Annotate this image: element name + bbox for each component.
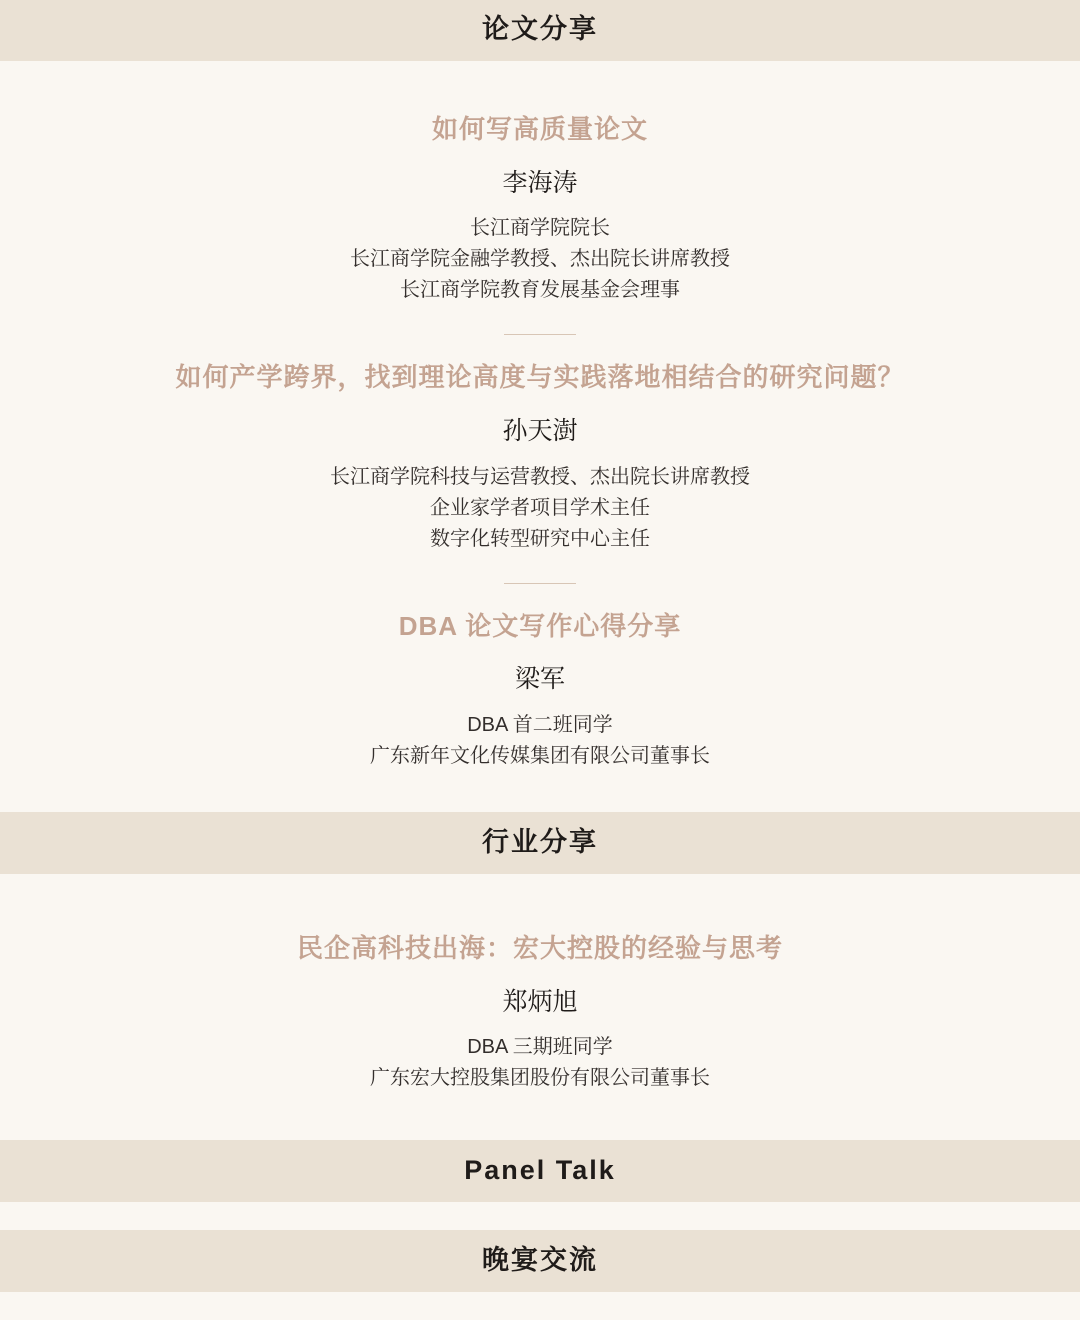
talk-affiliations (40, 462, 1040, 555)
talk-affiliations (40, 1032, 1040, 1094)
talk-affiliation-line: 长江商学院院长 (470, 217, 610, 240)
talk-speaker: 梁军 (514, 665, 565, 694)
talk-affiliation-line: 广东新年文化传媒集团有限公司董事长 (370, 744, 710, 767)
talk-affiliation-line: 长江商学院金融学教授、杰出院长讲席教授 (350, 248, 730, 271)
talk-affiliation-line: 长江商学院科技与运营教授、杰出院长讲席教授 (330, 465, 750, 488)
talk-affiliation-line: DBA 三期班同学 (467, 1036, 613, 1059)
talk-speaker: 郑炳旭 (502, 987, 578, 1016)
talk-item (40, 932, 1040, 1094)
talk-affiliations (40, 710, 1040, 772)
talk-affiliation-line: DBA 首二班同学 (467, 713, 613, 736)
talk-title: 如何写高质量论文 (431, 114, 648, 144)
section-body-dinner (0, 1292, 1080, 1320)
talk-speaker: 孙天澍 (502, 417, 578, 446)
talk-speaker: 李海涛 (502, 168, 578, 197)
section-header-paper-sharing: 论文分享 (0, 0, 1080, 61)
talk-item (40, 610, 1040, 772)
talk-title: 如何产学跨界，找到理论高度与实践落地相结合的研究问题？ (175, 362, 905, 393)
talk-affiliations (40, 213, 1040, 306)
talk-affiliation-line: 广东宏大控股集团股份有限公司董事长 (370, 1067, 710, 1090)
talk-title: 民企高科技出海：宏大控股的经验与思考 (296, 932, 783, 963)
talk-affiliation-line: 数字化转型研究中心主任 (430, 527, 650, 550)
talk-affiliation-line: 企业家学者项目学术主任 (430, 496, 650, 519)
section-header-dinner: 晚宴交流 (0, 1230, 1080, 1292)
talk-title: DBA 论文写作心得分享 (398, 610, 682, 641)
talk-item (40, 361, 1040, 554)
divider (504, 334, 576, 335)
section-body-panel-talk (0, 1202, 1080, 1230)
section-header-industry-sharing: 行业分享 (0, 812, 1080, 874)
section-body-paper-sharing (0, 61, 1080, 812)
talk-item (40, 113, 1040, 306)
divider (504, 583, 576, 584)
talk-affiliation-line: 长江商学院教育发展基金会理事 (400, 279, 680, 302)
section-body-industry-sharing (0, 874, 1080, 1140)
section-header-panel-talk: Panel Talk (0, 1140, 1080, 1202)
